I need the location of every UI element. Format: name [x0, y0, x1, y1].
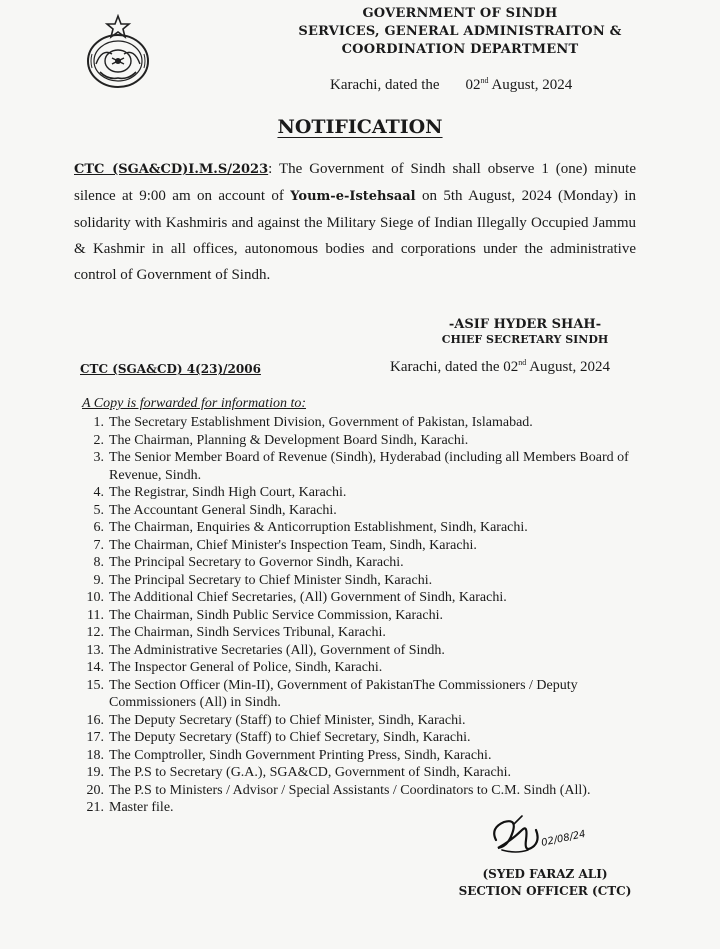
- header-date-rest: August, 2024: [488, 77, 573, 93]
- distribution-item-text: The Chairman, Chief Minister's Inspection Team, Sindh, Karachi.: [109, 537, 477, 553]
- distribution-item-text: The P.S to Ministers / Advisor / Special Assistants / Coordinators to C.M. Sindh (All).: [109, 782, 591, 798]
- notification-text-1: : The Government of Sindh shall observe 1 (one) minute silence at 9:00 am on account of: [74, 161, 636, 204]
- department-header: [290, 5, 630, 59]
- section-officer-signature-block: [440, 866, 650, 900]
- distribution-item-number: 6.: [93, 520, 104, 535]
- distribution-item-number: 19.: [86, 765, 104, 780]
- distribution-item: [80, 554, 640, 572]
- distribution-item: [80, 537, 640, 555]
- handwritten-signature-icon: [482, 810, 602, 864]
- header-line-2: SERVICES, GENERAL ADMINISTRAITON &: [298, 24, 622, 39]
- distribution-item-text: The Additional Chief Secretaries, (All) Government of Sindh, Karachi.: [109, 590, 507, 605]
- distribution-item-text: The Administrative Secretaries (All), Government of Sindh.: [109, 642, 445, 658]
- distribution-item-text: The Deputy Secretary (Staff) to Chief Secretary, Sindh, Karachi.: [109, 730, 471, 745]
- distribution-item-number: 11.: [87, 607, 104, 623]
- header-date-day: 02: [465, 77, 481, 93]
- header-line-1: GOVERNMENT OF SINDH: [362, 6, 558, 21]
- distribution-item: [80, 747, 640, 765]
- section-officer-name: (SYED FARAZ ALI): [482, 867, 608, 881]
- distribution-item-number: 4.: [93, 485, 104, 500]
- distribution-item-number: 3.: [93, 450, 104, 465]
- distribution-item-number: 14.: [86, 660, 104, 675]
- chief-secretary-name: -ASIF HYDER SHAH-: [448, 317, 602, 332]
- distribution-item-text: The Chairman, Enquiries & Anticorruption Establishment, Sindh, Karachi.: [109, 520, 528, 535]
- distribution-item-text: The Senior Member Board of Revenue (Sindh), Hyderabad (including all Members Board of Revenue, Sindh.: [109, 450, 629, 483]
- distribution-item: [80, 432, 640, 450]
- distribution-item: [80, 782, 640, 800]
- distribution-item: [80, 414, 640, 432]
- distribution-item-text: The Chairman, Sindh Public Service Commission, Karachi.: [109, 607, 444, 623]
- distribution-item-number: 2.: [93, 432, 104, 448]
- distribution-item-text: The Comptroller, Sindh Government Printing Press, Sindh, Karachi.: [109, 747, 492, 763]
- distribution-item-number: 9.: [93, 572, 104, 588]
- distribution-item-text: The Chairman, Planning & Development Board Sindh, Karachi.: [109, 432, 469, 448]
- distribution-item-text: The Secretary Establishment Division, Government of Pakistan, Islamabad.: [109, 415, 533, 430]
- header-line-3: COORDINATION DEPARTMENT: [341, 42, 579, 57]
- distribution-item-number: 1.: [93, 415, 104, 430]
- notification-highlight: Youm-e-Istehsaal: [290, 189, 416, 204]
- distribution-item: [80, 519, 640, 537]
- sindh-government-seal-icon: [82, 14, 154, 90]
- header-date-suffix: nd: [480, 76, 489, 85]
- header-date-prefix: Karachi, dated the: [330, 77, 440, 93]
- distribution-item: [80, 729, 640, 747]
- distribution-item: [80, 642, 640, 660]
- distribution-item-number: 18.: [86, 747, 104, 763]
- endorsement-date-prefix: Karachi, dated the 02: [390, 359, 519, 375]
- header-date: [330, 76, 572, 94]
- distribution-item: [80, 712, 640, 730]
- distribution-item-text: The Deputy Secretary (Staff) to Chief Minister, Sindh, Karachi.: [109, 712, 466, 728]
- distribution-item-text: The Chairman, Sindh Services Tribunal, Karachi.: [109, 625, 386, 640]
- endorsement-date-rest: August, 2024: [526, 359, 611, 375]
- distribution-item: [80, 659, 640, 677]
- distribution-item: [80, 607, 640, 625]
- distribution-item-text: The P.S to Secretary (G.A.), SGA&CD, Government of Sindh, Karachi.: [109, 765, 512, 780]
- section-officer-title: SECTION OFFICER (CTC): [458, 884, 632, 898]
- endorsement-reference: CTC (SGA&CD) 4(23)/2006: [80, 362, 261, 376]
- endorsement-date-suffix: nd: [518, 358, 527, 367]
- distribution-item: [80, 624, 640, 642]
- copy-forwarded-heading: A Copy is forwarded for information to:: [82, 396, 307, 411]
- distribution-item-text: The Principal Secretary to Chief Minister Sindh, Karachi.: [109, 572, 433, 588]
- chief-secretary-title: CHIEF SECRETARY SINDH: [441, 333, 609, 346]
- distribution-item-number: 8.: [93, 555, 104, 570]
- notification-body: [74, 156, 636, 288]
- distribution-item-number: 15.: [86, 677, 104, 693]
- distribution-item-number: 21.: [86, 800, 104, 815]
- distribution-item-number: 5.: [93, 502, 104, 518]
- distribution-item-text: The Accountant General Sindh, Karachi.: [109, 502, 337, 518]
- distribution-item: [80, 502, 640, 520]
- distribution-list: [80, 414, 640, 817]
- distribution-item-text: Master file.: [109, 800, 174, 815]
- notification-title: NOTIFICATION: [277, 116, 443, 138]
- distribution-item-number: 7.: [93, 537, 104, 553]
- chief-secretary-signature-block: [430, 317, 620, 347]
- distribution-item-text: The Inspector General of Police, Sindh, Karachi.: [109, 660, 383, 675]
- distribution-item: [80, 677, 640, 712]
- distribution-item: [80, 449, 640, 484]
- endorsement-date: [390, 358, 610, 376]
- notification-text-2: on 5th August, 2024 (Monday) in solidarity with Kashmiris and against the Military Siege of Indian Illegally Occupied Jammu & Kashmir in all offices, autonomous bodies and corporations under the administrative control of Government of Sindh.: [74, 188, 636, 283]
- distribution-item-number: 12.: [86, 625, 104, 640]
- distribution-item-number: 17.: [86, 730, 104, 745]
- distribution-item-number: 13.: [86, 642, 104, 658]
- distribution-item-number: 20.: [86, 782, 104, 798]
- distribution-item: [80, 764, 640, 782]
- distribution-item-number: 16.: [86, 712, 104, 728]
- notification-reference: CTC (SGA&CD)I.M.S/2023: [74, 162, 269, 177]
- distribution-item: [80, 572, 640, 590]
- distribution-item-number: 10.: [86, 590, 104, 605]
- distribution-item-text: The Registrar, Sindh High Court, Karachi.: [109, 485, 347, 500]
- distribution-item: [80, 484, 640, 502]
- distribution-item: [80, 589, 640, 607]
- distribution-item-text: The Section Officer (Min-II), Government of PakistanThe Commissioners / Deputy Commissioners (All) in Sindh.: [109, 677, 578, 710]
- distribution-item-text: The Principal Secretary to Governor Sindh, Karachi.: [109, 555, 404, 570]
- svg-text:02/08/24: 02/08/24: [540, 828, 587, 849]
